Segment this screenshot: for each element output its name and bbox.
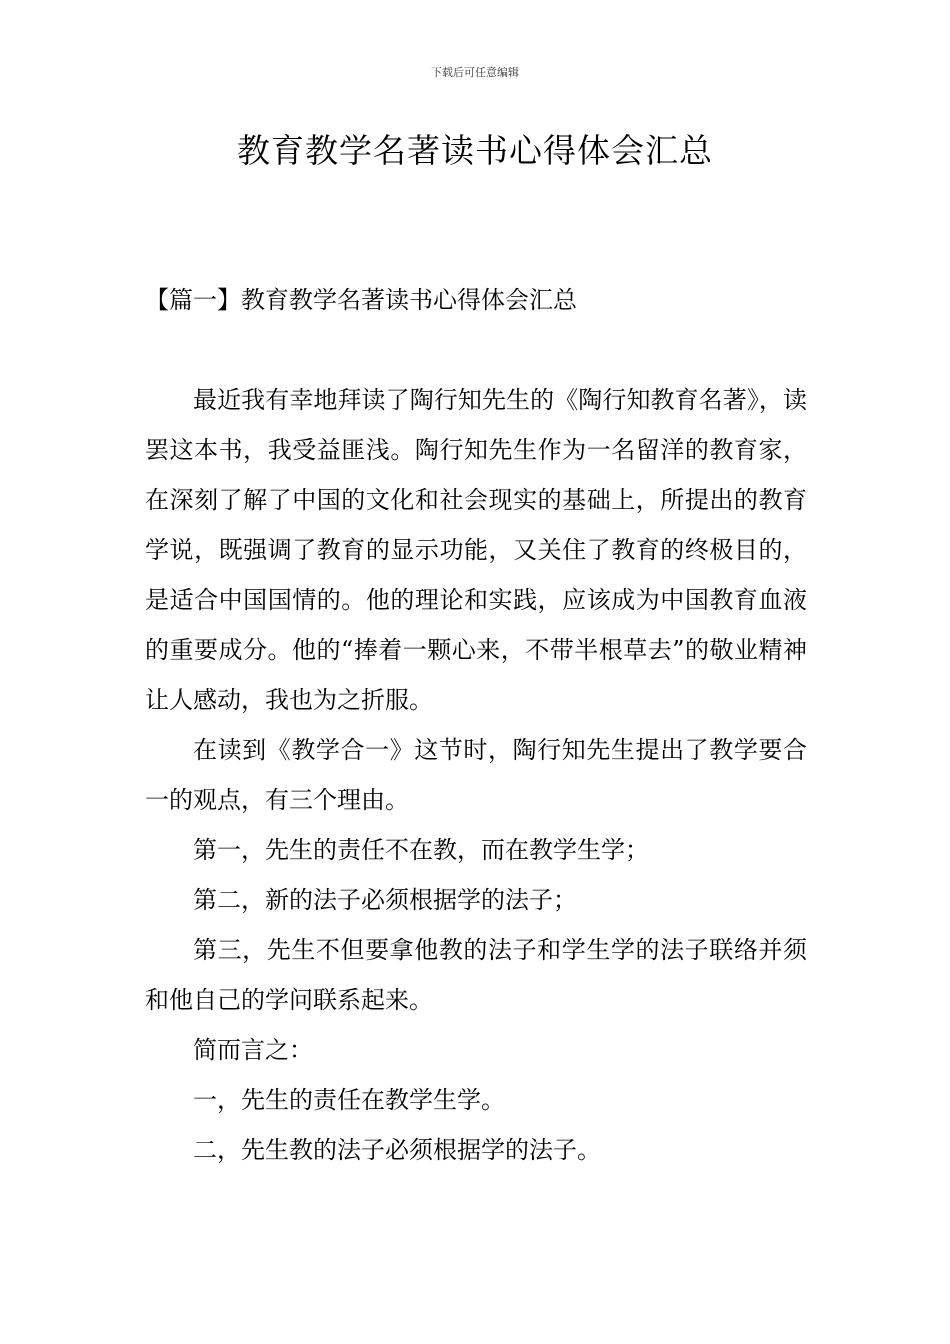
paragraph-reason-two: 第二，新的法子必须根据学的法子； (193, 886, 577, 914)
section-heading: 【篇一】教育教学名著读书心得体会汇总 (145, 286, 577, 314)
paragraph-summary-intro: 简而言之： (193, 1036, 313, 1064)
paragraph-reason-one: 第一，先生的责任不在教，而在教学生学； (193, 836, 649, 864)
paragraph-intro: 最近我有幸地拜读了陶行知先生的《陶行知教育名著》，读罢这本书，我受益匪浅。陶行知先生作为一名留洋的教育家，在深刻了解了中国的文化和社会现实的基础上，所提出的教育学说，既强调了教育的显示功能，又关住了教育的终极目的，是适合中国国情的。他的理论和实践，应该成为中国教育血液的重要成分。他的“捧着一颗心来，不带半根草去”的敬业精神让人感动，我也为之折服。 (145, 386, 807, 714)
paragraph-teaching-unity: 在读到《教学合一》这节时，陶行知先生提出了教学要合一的观点，有三个理由。 (145, 736, 807, 814)
paragraph-summary-two: 二，先生教的法子必须根据学的法子。 (193, 1136, 601, 1164)
paragraph-summary-one: 一，先生的责任在教学生学。 (193, 1086, 505, 1114)
document-body (145, 375, 807, 1175)
document-title: 教育教学名著读书心得体会汇总 (237, 131, 713, 170)
paragraph-reason-three: 第三，先生不但要拿他教的法子和学生学的法子联络并须和他自己的学问联系起来。 (145, 936, 807, 1014)
header-note: 下载后可任意编辑 (431, 66, 519, 79)
